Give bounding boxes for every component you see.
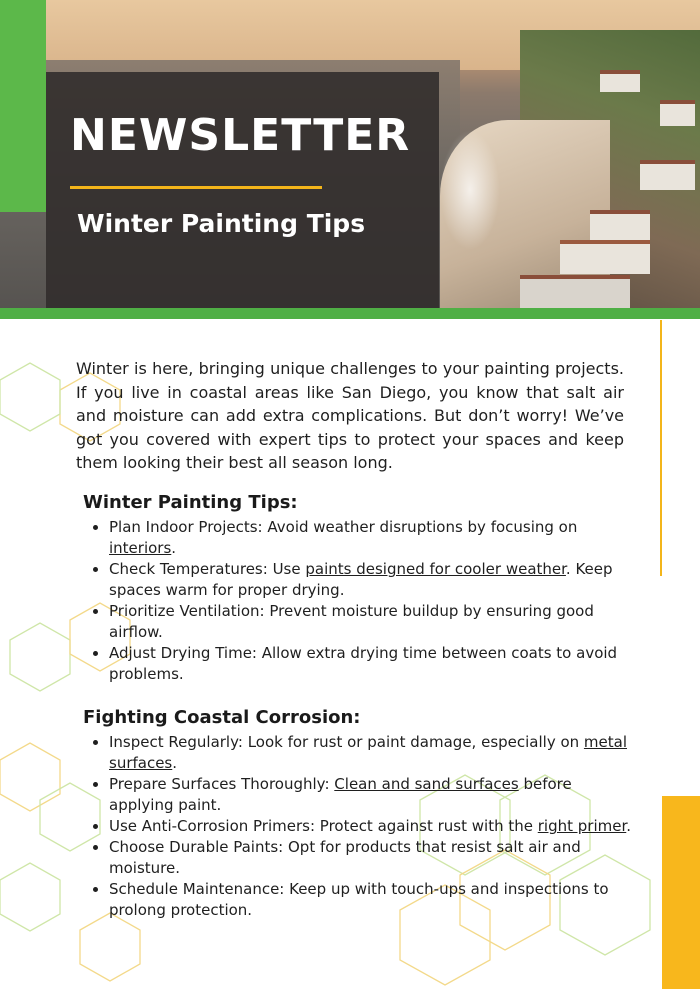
list-item-text: Prioritize Ventilation: Prevent moisture buildup by ensuring good airflow. — [109, 602, 594, 641]
list-item — [109, 559, 634, 601]
winter-tips-list — [91, 517, 634, 685]
list-item-text: Check Temperatures: Use — [109, 560, 306, 578]
list-item — [109, 879, 634, 921]
hexagon-shape — [0, 863, 60, 931]
page-title: NEWSLETTER — [70, 110, 411, 161]
list-item-text: Plan Indoor Projects: Avoid weather disruptions by focusing on — [109, 518, 578, 536]
list-item-text: . — [626, 817, 632, 835]
list-item-text: before applying paint. — [109, 775, 572, 814]
orange-accent-line — [660, 320, 662, 576]
hero-house — [590, 210, 650, 242]
list-item-text: Schedule Maintenance: Keep up with touch-ups and inspections to prolong protection. — [109, 880, 609, 919]
title-overlay — [46, 72, 439, 310]
list-item-text: Prepare Surfaces Thoroughly: — [109, 775, 335, 793]
link-cooler-weather-paints[interactable]: paints designed for cooler weather — [305, 560, 566, 578]
list-item-text: Inspect Regularly: Look for rust or paint damage, especially on — [109, 733, 584, 751]
section-heading-coastal-corrosion: Fighting Coastal Corrosion: — [83, 707, 361, 728]
list-item — [109, 774, 634, 816]
title-divider — [70, 186, 322, 189]
list-item — [109, 601, 634, 643]
list-item — [109, 816, 634, 837]
hero-house — [560, 240, 650, 274]
hero-house — [640, 160, 695, 190]
corrosion-tips-list — [91, 732, 634, 921]
list-item-text: Use Anti-Corrosion Primers: Protect against rust with the — [109, 817, 538, 835]
hexagon-shape — [0, 743, 60, 811]
list-item — [109, 517, 634, 559]
hero-house — [520, 275, 630, 309]
hero-house — [660, 100, 695, 126]
link-interiors[interactable]: interiors — [109, 539, 172, 557]
list-item-text: Choose Durable Paints: Opt for products that resist salt air and moisture. — [109, 838, 581, 877]
hexagon-shape — [10, 623, 70, 691]
page-subtitle: Winter Painting Tips — [77, 209, 366, 238]
green-accent-bar — [0, 0, 46, 212]
section-heading-winter-tips: Winter Painting Tips: — [83, 492, 298, 513]
hexagon-shape — [0, 363, 60, 431]
list-item-text: Adjust Drying Time: Allow extra drying time between coats to avoid problems. — [109, 644, 618, 683]
orange-accent-block — [662, 796, 700, 989]
list-item — [109, 732, 634, 774]
list-item-text: . Keep spaces warm for proper drying. — [109, 560, 613, 599]
link-right-primer[interactable]: right primer — [537, 817, 627, 835]
intro-section — [76, 357, 624, 475]
list-item-text: . — [171, 539, 177, 557]
link-metal-surfaces[interactable]: metal surfaces — [109, 733, 628, 772]
hero-surf — [440, 130, 500, 250]
intro-paragraph: Winter is here, bringing unique challenges to your painting projects. If you live in coastal areas like San Diego, you know that salt air and moisture can add extra complications. But don’t worry! We’ve got you covered with expert tips to protect your spaces and keep them looking their best all season long. — [76, 359, 624, 472]
link-clean-and-sand[interactable]: Clean and sand surfaces — [334, 775, 519, 793]
hero-house — [600, 70, 640, 92]
list-item-text: . — [172, 754, 178, 772]
green-divider-line — [0, 308, 700, 319]
list-item — [109, 643, 634, 685]
list-item — [109, 837, 634, 879]
hexagon-shape — [80, 913, 140, 981]
